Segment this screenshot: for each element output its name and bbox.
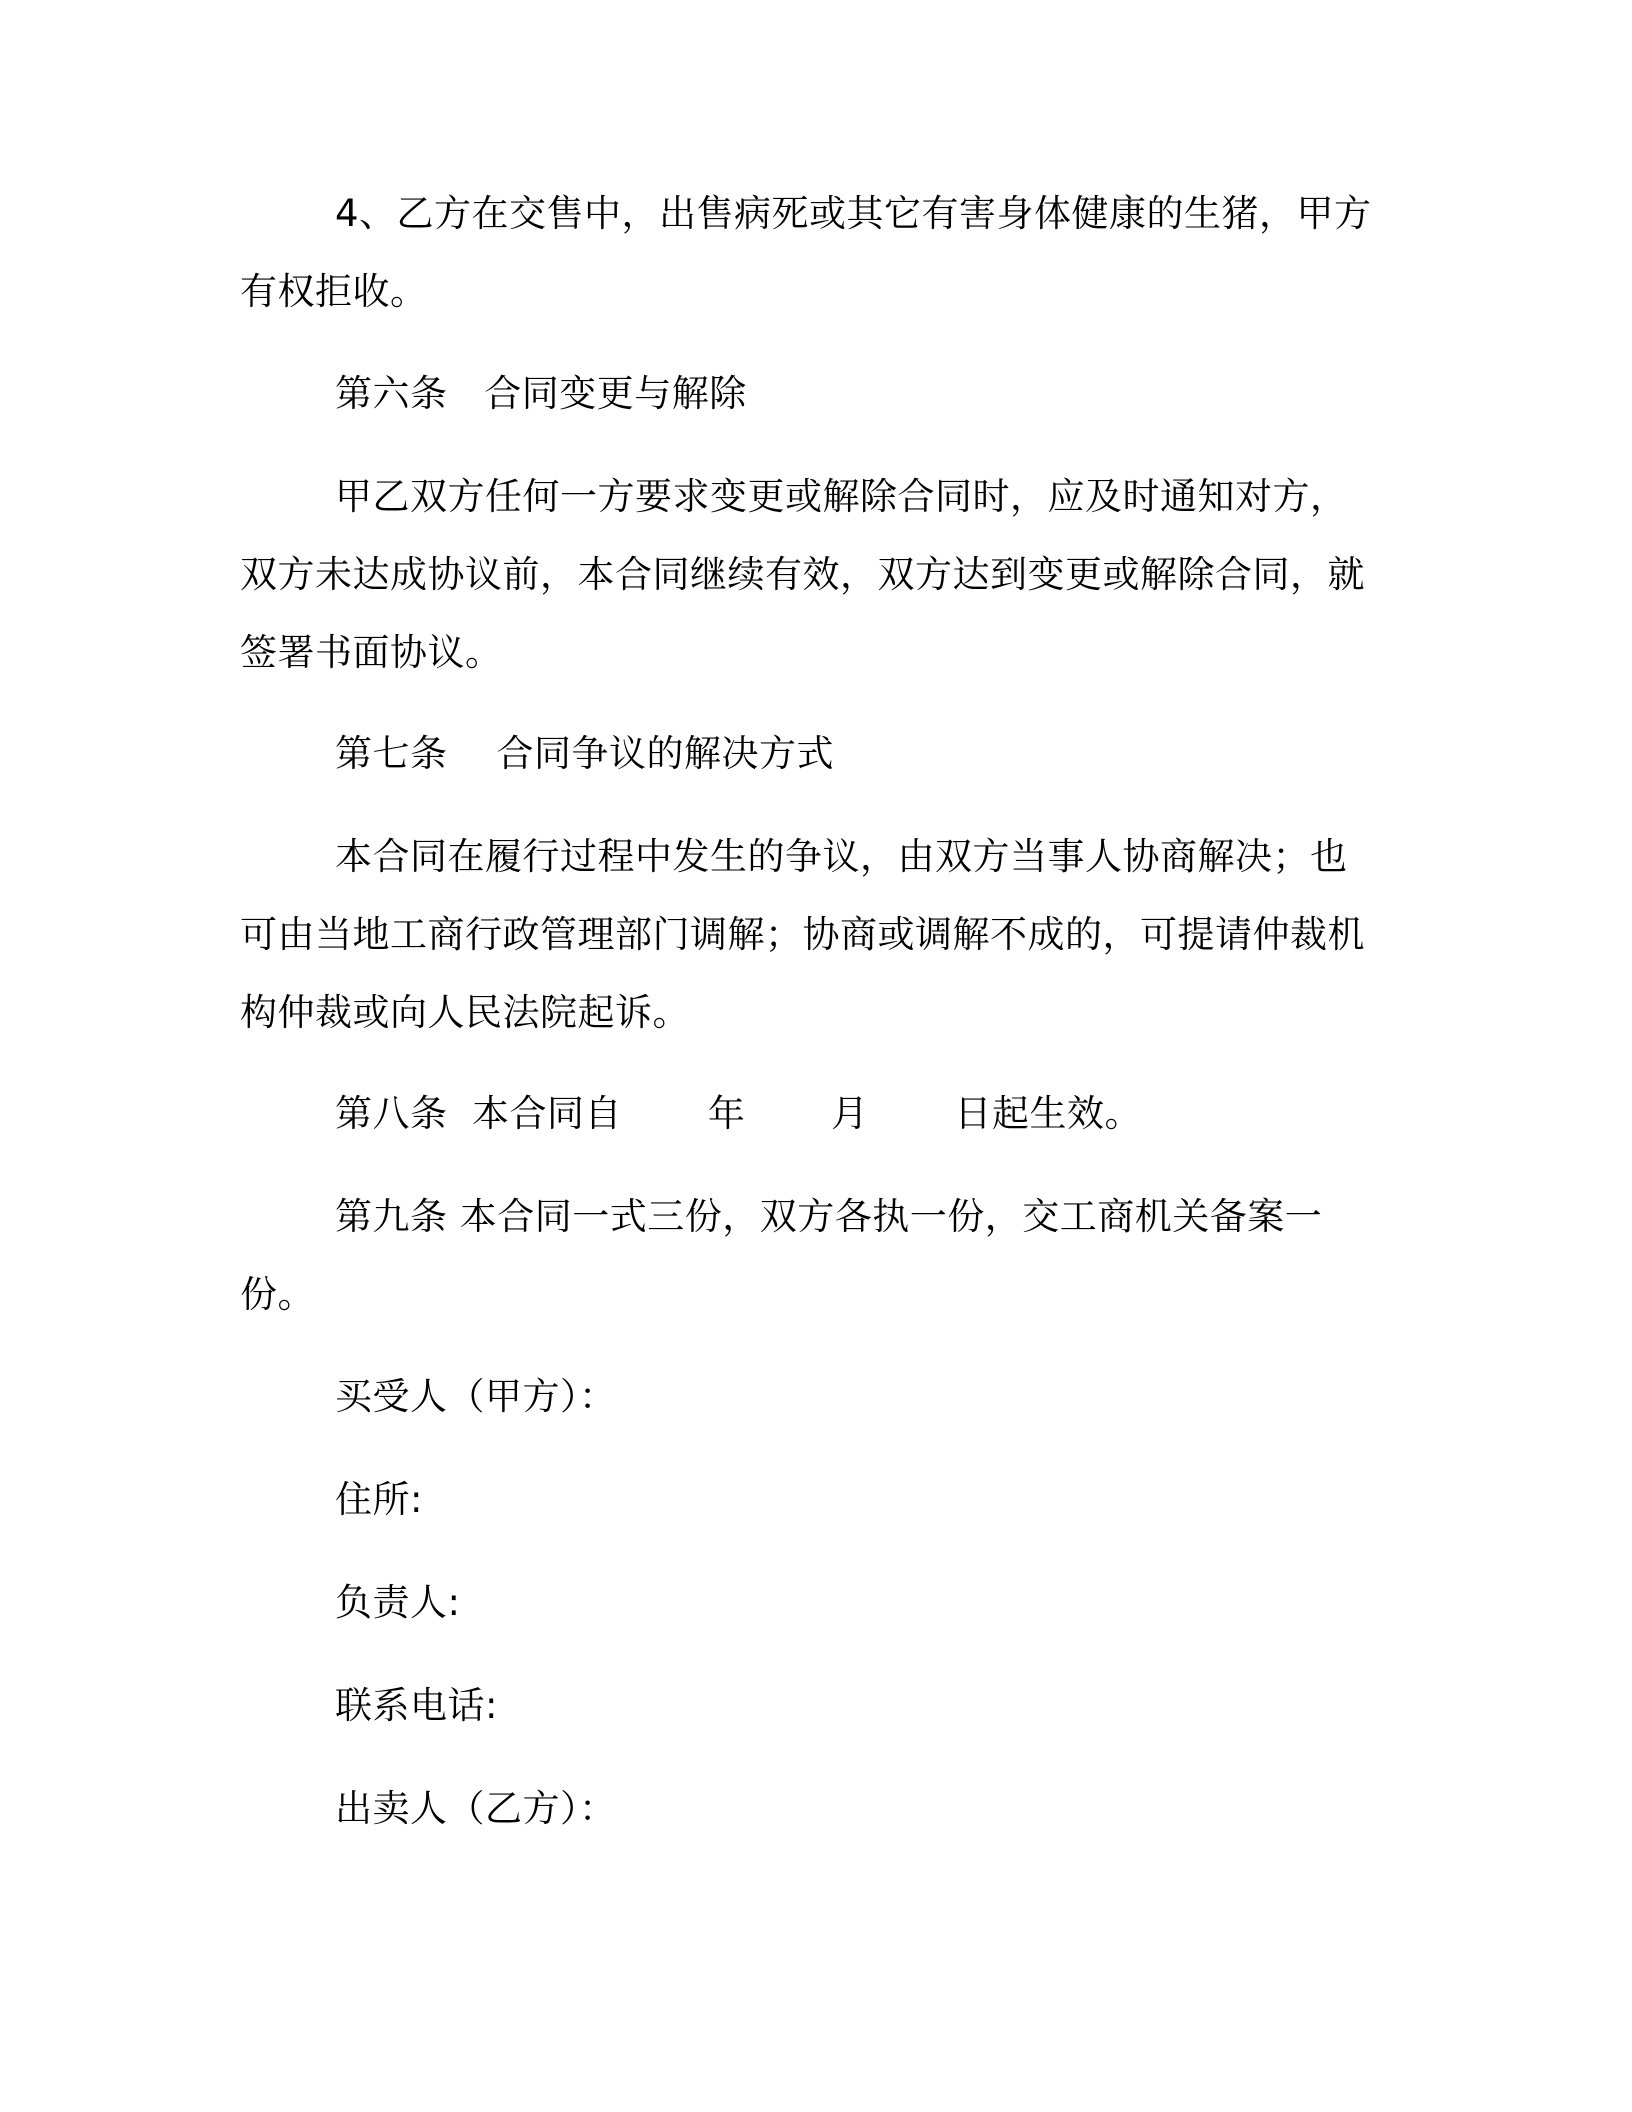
- article-6-body: 甲乙双方任何一方要求变更或解除合同时，应及时通知对方，双方未达成协议前，本合同继续有效，双方达到变更或解除合同，就签署书面协议。: [240, 475, 1365, 674]
- phone-label: 联系电话:: [335, 1684, 498, 1727]
- article-9: 第九条 本合同一式三份，双方各执一份，交工商机关备案一份。: [240, 1195, 1323, 1316]
- article-8: 第八条 本合同自 年 月 日起生效。: [335, 1092, 1143, 1135]
- person-in-charge-label: 负责人:: [335, 1581, 461, 1624]
- buyer-label: 买受人（甲方）：: [335, 1375, 617, 1418]
- address-label: 住所:: [335, 1478, 423, 1521]
- article-7-heading: 第七条 合同争议的解决方式: [335, 732, 835, 775]
- article-7-body: 本合同在履行过程中发生的争议，由双方当事人协商解决；也可由当地工商行政管理部门调解；协商或调解不成的，可提请仲裁机构仲裁或向人民法院起诉。: [240, 835, 1365, 1034]
- clause-item-4: 4、乙方在交售中，出售病死或其它有害身体健康的生猪，甲方有权拒收。: [240, 192, 1372, 313]
- article-6-heading: 第六条 合同变更与解除: [335, 372, 747, 415]
- seller-label: 出卖人（乙方）：: [335, 1787, 617, 1830]
